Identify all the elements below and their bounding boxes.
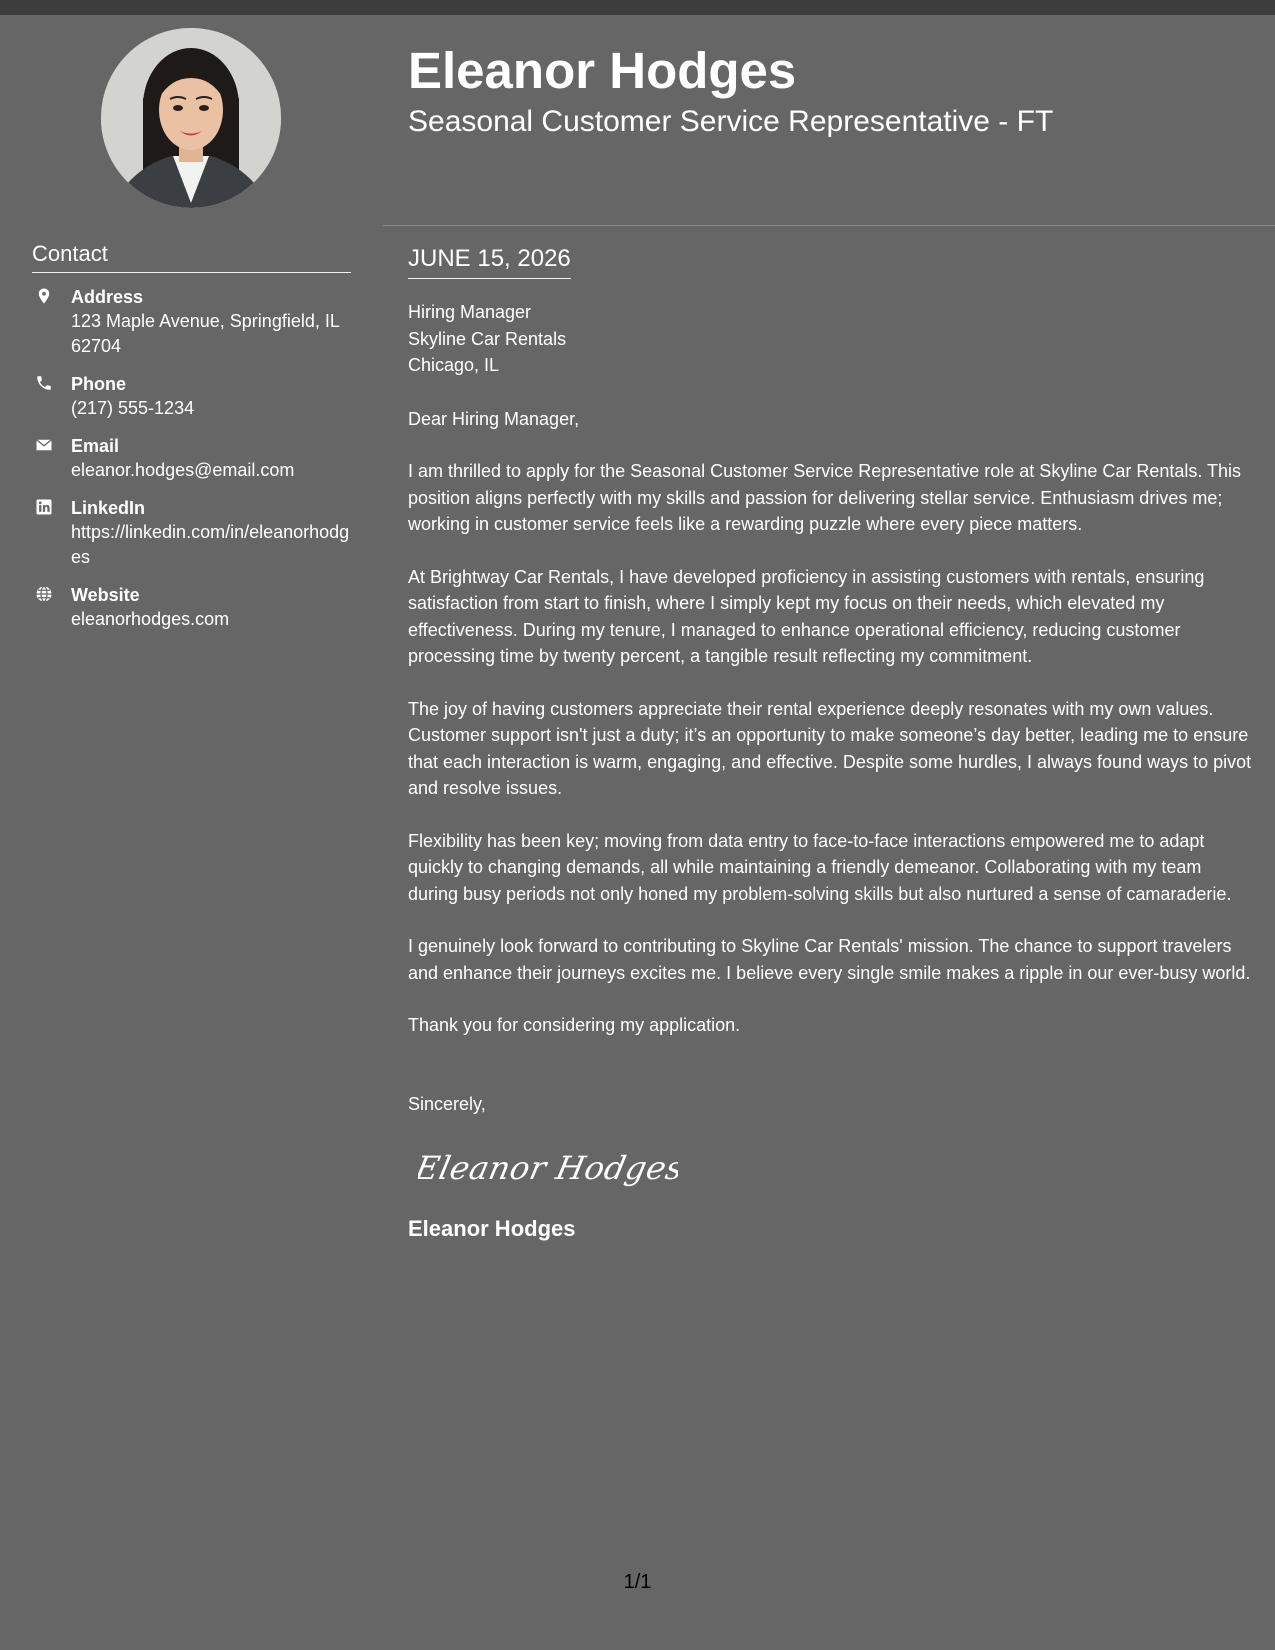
letter-paragraph: I genuinely look forward to contributing to Skyline Car Rentals' mission. The chance to support travelers and enhance their journeys excites me. I believe every single smile makes a ripple in our ever-busy world. [408,936,1251,983]
contact-label: Website [71,585,140,605]
email-value: eleanor.hodges@email.com [71,460,295,480]
job-title: Seasonal Customer Service Representative - FT [408,105,1054,138]
avatar [101,28,281,208]
address-value: 123 Maple Avenue, Springfield, IL 62704 [71,311,340,356]
letter-paragraph: I am thrilled to apply for the Seasonal Customer Service Representative role at Skyline Car Rentals. This position aligns perfectly with my skills and passion for delivering stellar service. Enthusiasm drives me; working in customer service feels like a rewarding puzzle where every piece matters. [408,461,1242,534]
recipient-line: Skyline Car Rentals [408,328,567,349]
signer-name: Eleanor Hodges [408,1216,576,1241]
contact-label: Address [71,287,144,307]
linkedin-value[interactable]: https://linkedin.com/in/eleanorhodges [71,522,350,567]
contact-label: Email [71,436,120,456]
contact-item-website [32,583,352,632]
page-number: 1/1 [623,1571,652,1593]
salutation: Dear Hiring Manager, [408,408,580,429]
contact-item-linkedin [32,496,352,570]
signature [418,1139,678,1199]
phone-icon [35,374,53,392]
signature-text: Eleanor Hodges [418,1149,678,1187]
recipient-line: Hiring Manager [408,302,532,322]
website-value[interactable]: eleanorhodges.com [71,609,230,629]
profile-photo [101,28,281,208]
recipient-line: Chicago, IL [408,355,500,375]
header-divider [383,225,1275,226]
phone-value: (217) 555-1234 [71,398,195,418]
letter-paragraph: The joy of having customers appreciate their rental experience deeply resonates with my own values. Customer support isn't just a duty; it’s an opportunity to make someone’s day better, leading me to ensure that each interaction is warm, engaging, and effective. Despite some hurdles, I always found ways to pivot and resolve issues. [408,698,1252,798]
contact-item-address [32,285,352,359]
contact-item-phone [32,372,352,421]
contact-list [32,285,352,645]
letter-body [408,244,1253,1244]
linkedin-icon [35,498,53,516]
name-title: Eleanor Hodges [408,42,797,99]
top-bar [0,0,1275,15]
map-pin-icon [35,287,53,305]
letter-paragraph: At Brightway Car Rentals, I have developed proficiency in assisting customers with rentals, ensuring satisfaction from start to finish, where I simply kept my focus on their needs, which elevated my effectiveness. During my tenure, I managed to enhance operational efficiency, reducing customer processing time by twenty percent, a tangible result reflecting my commitment. [408,566,1205,666]
letter-date: JUNE 15, 2026 [408,244,571,279]
sidebar [0,15,383,1650]
letter-paragraph: Flexibility has been key; moving from data entry to face-to-face interactions empowered me to adapt quickly to changing demands, all while maintaining a friendly demeanor. Collaborating with my team during busy periods not only honed my problem-solving skills but also nurtured a sense of camaraderie. [408,830,1232,904]
contact-heading: Contact [32,240,351,273]
envelope-icon [35,436,53,454]
contact-label: LinkedIn [71,498,146,518]
letter-paragraph: Thank you for considering my application. [408,1015,741,1035]
recipient-block [408,299,1253,379]
contact-item-email [32,434,352,483]
closing: Sincerely, [408,1093,486,1114]
contact-label: Phone [71,374,127,394]
globe-icon [35,585,53,603]
